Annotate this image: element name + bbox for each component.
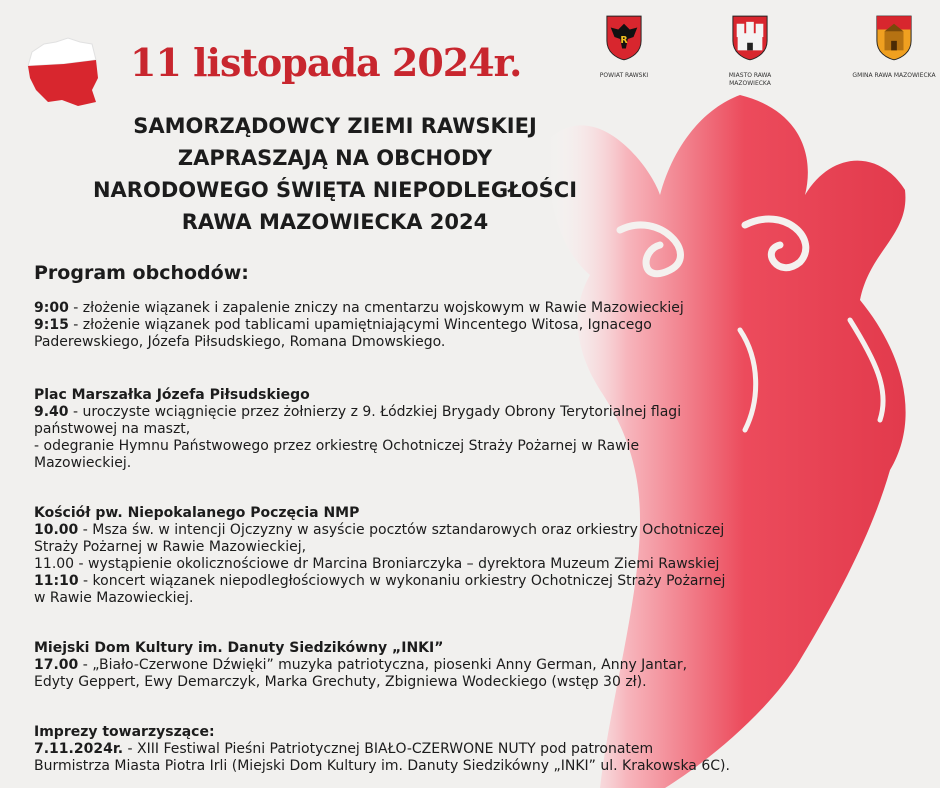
program-line bbox=[34, 404, 914, 421]
program-time: 11:10 bbox=[34, 573, 79, 589]
crest-caption: POWIAT RAWSKI bbox=[599, 72, 649, 79]
program-line bbox=[34, 758, 914, 775]
crest-miasto-rawa bbox=[708, 14, 792, 88]
program-line bbox=[34, 590, 914, 607]
heading-line: NARODOWEGO ŚWIĘTA NIEPODLEGŁOŚCI bbox=[92, 178, 578, 202]
section-place: Miejski Dom Kultury im. Danuty Siedzikówny „INKI” bbox=[34, 640, 444, 656]
program-text: 11.00 - wystąpienie okolicznościowe dr Marcina Broniarczyka – dyrektora Muzeum Ziemi Rawskiej bbox=[34, 556, 720, 572]
program-text: - „Biało-Czerwone Dźwięki” muzyka patriotyczna, piosenki Anny German, Anny Jantar, bbox=[78, 657, 688, 673]
program-line bbox=[34, 556, 914, 573]
section-place: Kościół pw. Niepokalanego Poczęcia NMP bbox=[34, 505, 360, 521]
program-section-mdk bbox=[34, 640, 914, 691]
section-place: Imprezy towarzyszące: bbox=[34, 724, 215, 740]
program-section-side-events bbox=[34, 724, 914, 775]
program-time: 7.11.2024r. bbox=[34, 741, 124, 757]
program-section-cemetery bbox=[34, 300, 914, 351]
program-text: Edyty Geppert, Ewy Demarczyk, Marka Grechuty, Zbigniewa Wodeckiego (wstęp 30 zł). bbox=[34, 674, 647, 690]
program-time: 17.00 bbox=[34, 657, 79, 673]
section-place: Plac Marszałka Józefa Piłsudskiego bbox=[34, 387, 310, 403]
program-line bbox=[34, 539, 914, 556]
program-line bbox=[34, 300, 914, 317]
crest-powiat-rawski bbox=[582, 14, 666, 80]
heading-line: RAWA MAZOWIECKA 2024 bbox=[181, 210, 489, 234]
event-date-title: 11 listopada 2024r. bbox=[130, 40, 522, 85]
program-text: - Msza św. w intencji Ojczyzny w asyście pocztów sztandarowych oraz orkiestry Ochotniczej bbox=[78, 522, 725, 538]
program-time: 10.00 bbox=[34, 522, 79, 538]
crest-caption: MIASTO RAWA MAZOWIECKA bbox=[728, 72, 772, 87]
crest-caption: GMINA RAWA MAZOWIECKA bbox=[852, 72, 936, 79]
program-line bbox=[34, 334, 914, 351]
invitation-heading bbox=[0, 110, 670, 238]
program-text: Paderewskiego, Józefa Piłsudskiego, Romana Dmowskiego. bbox=[34, 334, 446, 350]
heading-line: ZAPRASZAJĄ NA OBCHODY bbox=[177, 146, 493, 170]
poland-map-icon bbox=[22, 30, 102, 110]
program-text: - uroczyste wciągnięcie przez żołnierzy z 9. Łódzkiej Brygady Obrony Terytorialnej flagi bbox=[68, 404, 682, 420]
program-section-plac bbox=[34, 387, 914, 472]
program-text: - złożenie wiązanek i zapalenie zniczy na cmentarzu wojskowym w Rawie Mazowieckiej bbox=[68, 300, 684, 316]
program-text: - odegranie Hymnu Państwowego przez orkiestrę Ochotniczej Straży Pożarnej w Rawie bbox=[34, 438, 640, 454]
program-text: Burmistrza Miasta Piotra Irli (Miejski Dom Kultury im. Danuty Siedzikówny „INKI” ul. Krakowska 6C). bbox=[34, 758, 730, 774]
program-line bbox=[34, 522, 914, 539]
program-line bbox=[34, 438, 914, 455]
program-line bbox=[34, 455, 914, 472]
program-text: - koncert wiązanek niepodległościowych w wykonaniu orkiestry Ochotniczej Straży Pożarnej bbox=[78, 573, 726, 589]
program-time: 9.40 bbox=[34, 404, 69, 420]
svg-text:R: R bbox=[620, 34, 628, 46]
program-text: - XIII Festiwal Pieśni Patriotycznej BIAŁO-CZERWONE NUTY pod patronatem bbox=[123, 741, 654, 757]
program-time: 9:00 bbox=[34, 300, 69, 316]
program-text: Mazowieckiej. bbox=[34, 455, 132, 471]
program-text: w Rawie Mazowieckiej. bbox=[34, 590, 194, 606]
program-time: 9:15 bbox=[34, 317, 69, 333]
heading-line: SAMORZĄDOWCY ZIEMI RAWSKIEJ bbox=[133, 114, 537, 138]
program-line bbox=[34, 674, 914, 691]
program-line bbox=[34, 421, 914, 438]
castle-shield-icon bbox=[731, 14, 769, 62]
program-line bbox=[34, 317, 914, 334]
program-text: państwowej na maszt, bbox=[34, 421, 191, 437]
eagle-shield-icon bbox=[605, 14, 643, 62]
program-line bbox=[34, 657, 914, 674]
program-text: Straży Pożarnej w Rawie Mazowieckiej, bbox=[34, 539, 307, 555]
program-line bbox=[34, 573, 914, 590]
program-line bbox=[34, 741, 914, 758]
lion-shield-icon bbox=[875, 14, 913, 62]
program-text: - złożenie wiązanek pod tablicami upamiętniającymi Wincentego Witosa, Ignacego bbox=[68, 317, 652, 333]
crest-gmina-rawa bbox=[852, 14, 936, 80]
program-heading: Program obchodów: bbox=[34, 262, 249, 284]
program-section-church bbox=[34, 505, 914, 607]
